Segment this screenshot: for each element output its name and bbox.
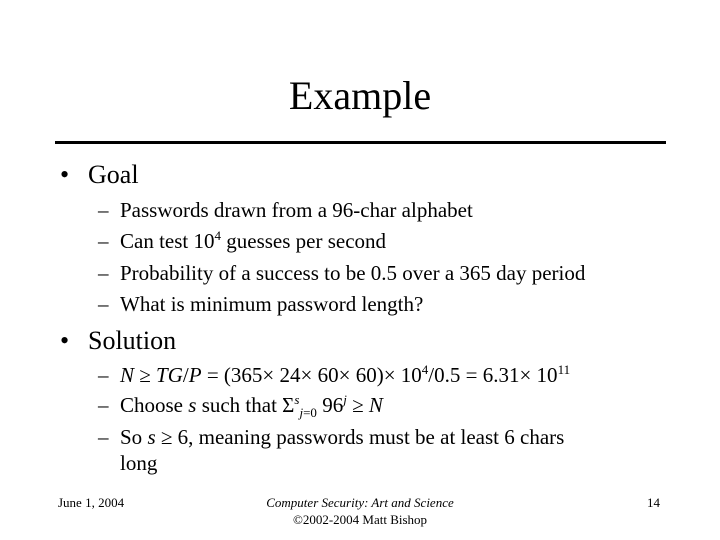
footer-course-title: Computer Security: Art and Science [266, 495, 454, 510]
goal-item-length: What is minimum password length? [120, 292, 424, 316]
dash: – [98, 393, 109, 417]
dash: – [98, 292, 109, 316]
dash: – [98, 261, 109, 285]
heading-goal: Goal [88, 160, 139, 189]
goal-item-alphabet: Passwords drawn from a 96-char alphabet [120, 198, 473, 222]
footer-date: June 1, 2004 [58, 495, 125, 510]
solution-item-conclusion: So s ≥ 6, meaning passwords must be at least 6 chars [120, 425, 565, 449]
title-divider [55, 141, 666, 144]
footer-copyright: ©2002-2004 Matt Bishop [292, 512, 428, 527]
bullet-goal: • [60, 160, 70, 189]
bullet-solution: • [60, 326, 70, 355]
heading-solution: Solution [88, 326, 177, 355]
page-number: 14 [647, 495, 660, 510]
dash: – [98, 425, 109, 449]
dash: – [98, 363, 109, 387]
slide-title: Example [288, 73, 432, 118]
dash: – [98, 198, 109, 222]
dash: – [98, 229, 109, 253]
footer-course [200, 494, 520, 528]
solution-item-conclusion-cont: long [120, 451, 158, 475]
solution-item-choose: Choose s such that $\Sigma^s_{j=0}$ $96^j \ge N$ [120, 392, 383, 420]
solution-item-formula: $N \ge TG/P = (365\times 24\times 60\times 60)\times 10^4/0.5 = 6.31\times 10^{11}$ [120, 362, 571, 387]
goal-item-guesses: Can test $10^4$ guesses per second [120, 228, 387, 253]
goal-item-probability: Probability of a success to be 0.5 over a 365 day period [120, 261, 586, 285]
